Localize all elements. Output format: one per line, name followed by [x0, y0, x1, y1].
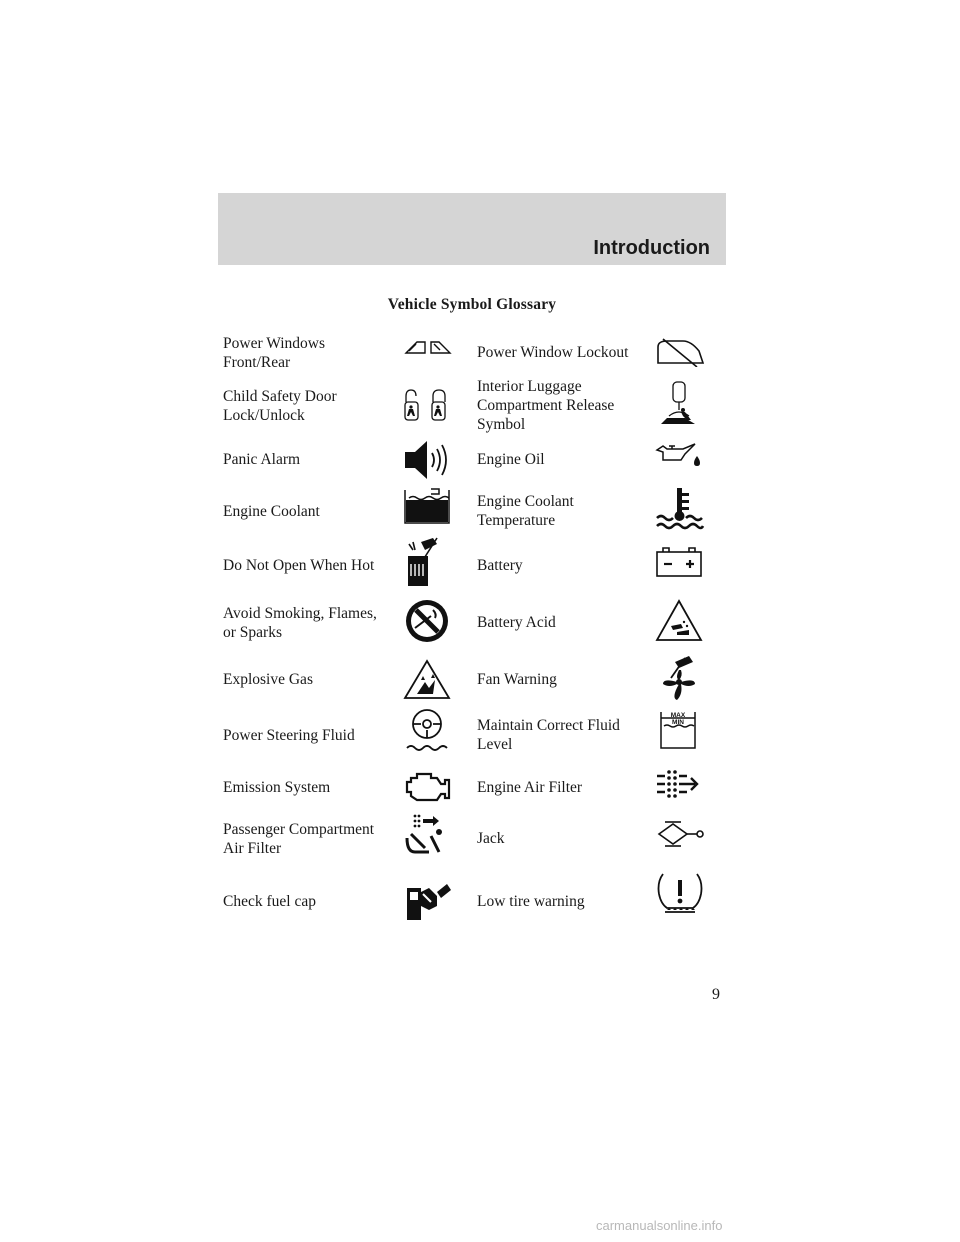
glossary-row [223, 892, 723, 952]
power-steering-icon [403, 708, 453, 754]
power-window-lockout-icon [655, 337, 705, 367]
symbol-label: Interior Luggage Compartment Release Symbol [477, 378, 615, 433]
symbol-label: Emission System [223, 779, 331, 796]
section-title: Introduction [593, 237, 710, 259]
fluid-level-min-text: MIN [672, 719, 684, 726]
symbol-label: Check fuel cap [223, 893, 316, 910]
symbol-label: Power Windows Front/Rear [223, 335, 325, 371]
symbol-label: Engine Oil [477, 451, 545, 468]
glossary-row [223, 712, 723, 778]
watermark: carmanualsonline.info [596, 1218, 723, 1233]
symbol-label: Fan Warning [477, 671, 557, 688]
glossary-row [223, 604, 723, 664]
symbol-label: Do Not Open When Hot [223, 557, 375, 574]
symbol-label: Engine Coolant [223, 503, 320, 520]
fluid-level-max-text: MAX [670, 712, 686, 719]
glossary-row [223, 492, 723, 552]
symbol-label: Jack [477, 830, 505, 847]
symbol-label: Passenger Compartment Air Filter [223, 821, 375, 857]
symbol-label: Panic Alarm [223, 451, 301, 468]
fluid-level-icon [655, 710, 705, 750]
coolant-temperature-icon [655, 486, 705, 532]
fuel-cap-icon [403, 876, 453, 922]
glossary-row [223, 820, 723, 880]
symbol-label: Explosive Gas [223, 671, 313, 688]
engine-coolant-icon [403, 486, 453, 526]
cabin-air-filter-icon [403, 812, 453, 858]
glossary-row [223, 378, 723, 446]
symbol-label: Low tire warning [477, 893, 585, 910]
section-header-band [218, 193, 726, 265]
luggage-release-icon [655, 380, 705, 428]
page-number: 9 [712, 986, 720, 1003]
child-safety-lock-icon [403, 388, 453, 424]
glossary-row [223, 334, 723, 394]
symbol-label: Maintain Correct Fluid Level [477, 717, 620, 753]
symbol-label: Power Steering Fluid [223, 727, 355, 744]
symbol-label: Power Window Lockout [477, 344, 629, 361]
do-not-open-hot-icon [403, 536, 453, 588]
battery-acid-icon [655, 598, 705, 644]
no-smoking-icon [403, 598, 453, 644]
glossary-title: Vehicle Symbol Glossary [387, 296, 557, 313]
symbol-label: Avoid Smoking, Flames, or Sparks [223, 605, 377, 641]
engine-oil-icon [655, 440, 705, 470]
air-filter-icon [655, 768, 705, 804]
emission-system-icon [403, 770, 453, 804]
fan-warning-icon [655, 654, 705, 704]
symbol-label: Child Safety Door Lock/Unlock [223, 388, 337, 424]
explosive-gas-icon [403, 658, 453, 700]
panic-alarm-icon [403, 438, 453, 482]
symbol-label: Battery Acid [477, 614, 556, 631]
symbol-label: Engine Air Filter [477, 779, 583, 796]
power-windows-icon [403, 338, 453, 358]
jack-icon [655, 820, 705, 850]
battery-icon [655, 546, 705, 578]
low-tire-icon [655, 870, 705, 916]
symbol-label: Battery [477, 557, 523, 574]
symbol-label: Engine Coolant Temperature [477, 493, 574, 529]
